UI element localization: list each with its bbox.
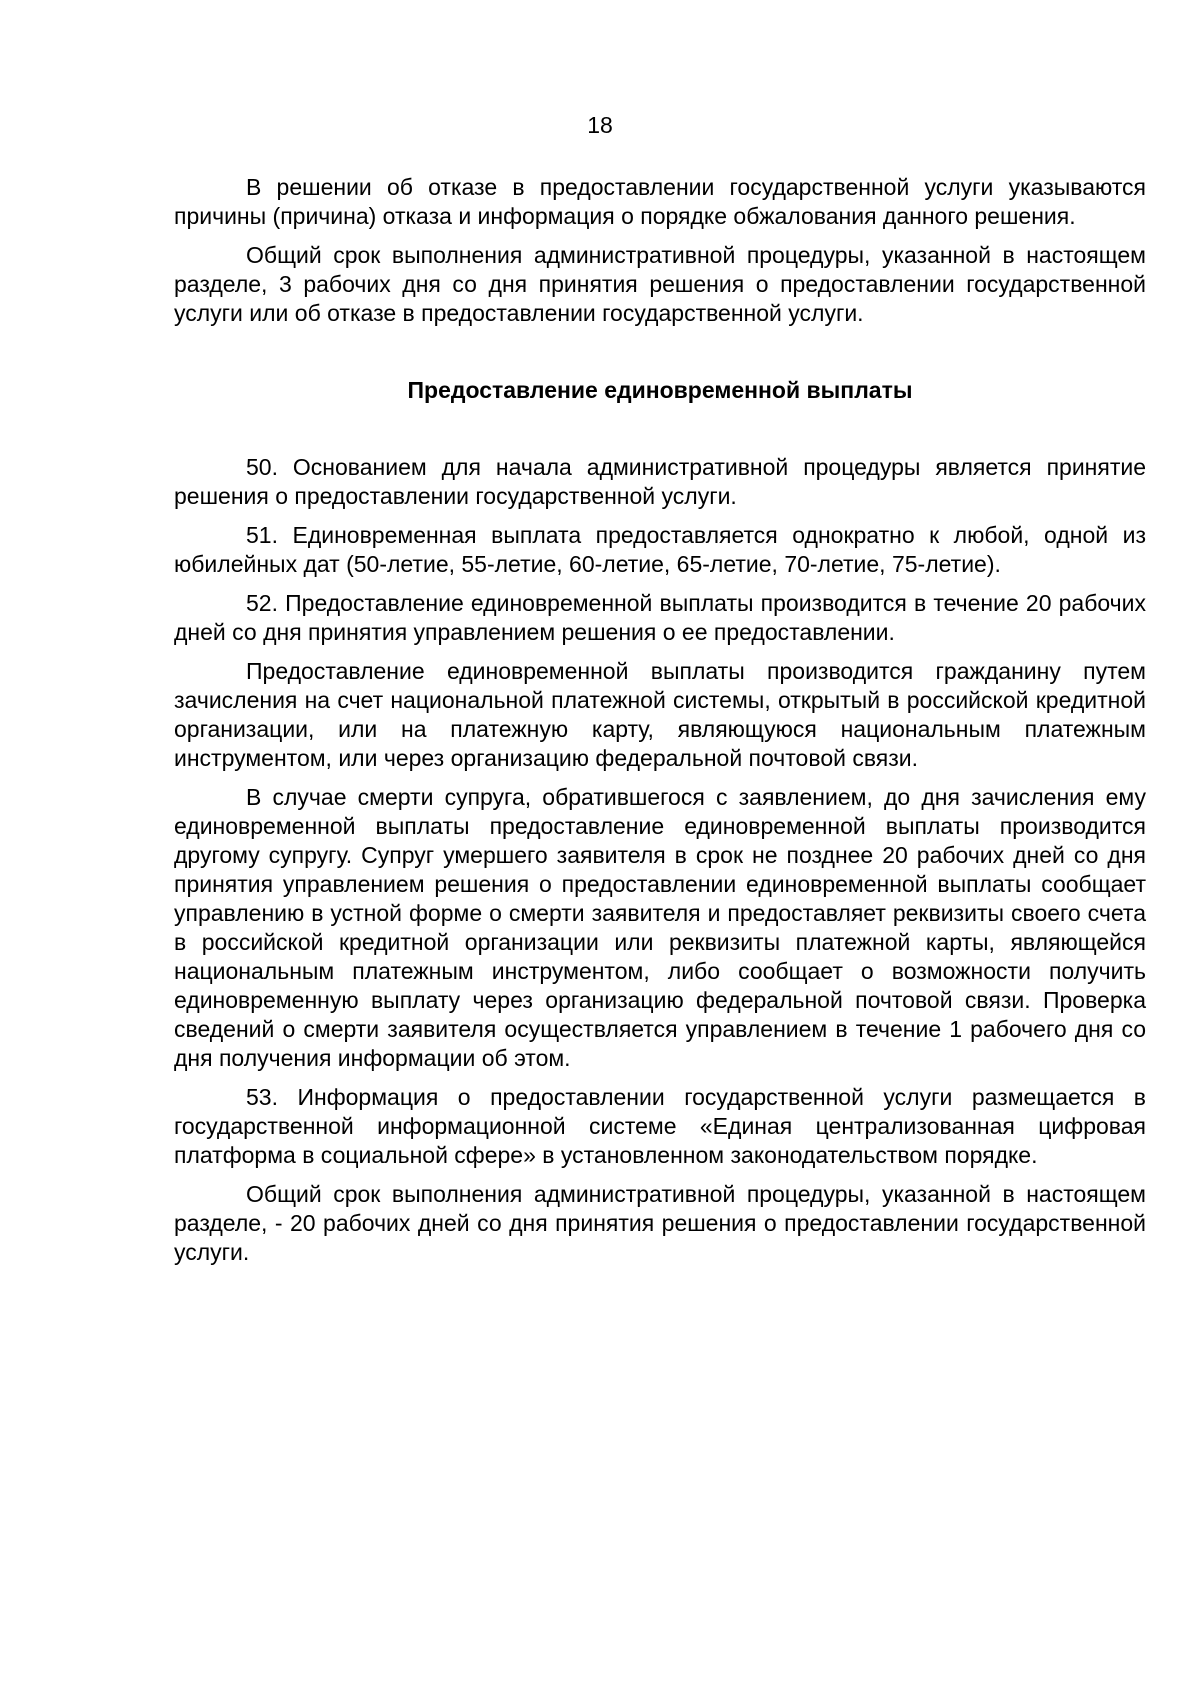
section-heading: Предоставление единовременной выплаты (407, 377, 913, 403)
paragraph-payment-term: Общий срок выполнения административной процедуры, указанной в настоящем разделе, - 20 рабочих дней со дня принятия решения о предоставлении государственной услуги. (174, 1181, 1146, 1265)
paragraph-spouse-death: В случае смерти супруга, обратившегося с заявлением, до дня зачисления ему единовременной выплаты предоставление единовременной выплаты производится другому супругу. Супруг умершего заявителя в срок не позднее 20 рабочих дней со дня принятия управлением решения о предоставлении единовременной выплаты сообщает управлению в устной форме о смерти заявителя и предоставляет реквизиты своего счета в российской кредитной организации или реквизиты платежной карты, являющейся национальным платежным инструментом, либо сообщает о возможности получить единовременную выплату через организацию федеральной почтовой связи. Проверка сведений о смерти заявителя осуществляется управлением в течение 1 рабочего дня со дня получения информации об этом. (174, 784, 1146, 1071)
paragraph-item-50: 50. Основанием для начала административной процедуры является принятие решения о предоставлении государственной услуги. (174, 454, 1146, 509)
paragraph-refusal-term: Общий срок выполнения административной процедуры, указанной в настоящем разделе, 3 рабочих дня со дня принятия решения о предоставлении государственной услуги или об отказе в предоставлении государственной услуги. (174, 242, 1146, 326)
paragraph-payment-method: Предоставление единовременной выплаты производится гражданину путем зачисления на счет национальной платежной системы, открытый в российской кредитной организации, или на платежную карту, являющуюся национальным платежным инструментом, или через организацию федеральной почтовой связи. (174, 658, 1146, 771)
paragraph-item-53: 53. Информация о предоставлении государственной услуги размещается в государственной информационной системе «Единая централизованная цифровая платформа в социальной сфере» в установленном законодательством порядке. (174, 1084, 1146, 1168)
paragraph-refusal-decision: В решении об отказе в предоставлении государственной услуги указываются причины (причина) отказа и информация о порядке обжалования данного решения. (174, 174, 1146, 229)
paragraph-item-52: 52. Предоставление единовременной выплаты производится в течение 20 рабочих дней со дня принятия управлением решения о ее предоставлении. (174, 590, 1146, 645)
document-body (174, 173, 1146, 1267)
paragraph-item-51: 51. Единовременная выплата предоставляется однократно к любой, одной из юбилейных дат (50-летие, 55-летие, 60-летие, 65-летие, 70-летие, 75-летие). (174, 522, 1146, 577)
page-number: 18 (587, 112, 613, 138)
